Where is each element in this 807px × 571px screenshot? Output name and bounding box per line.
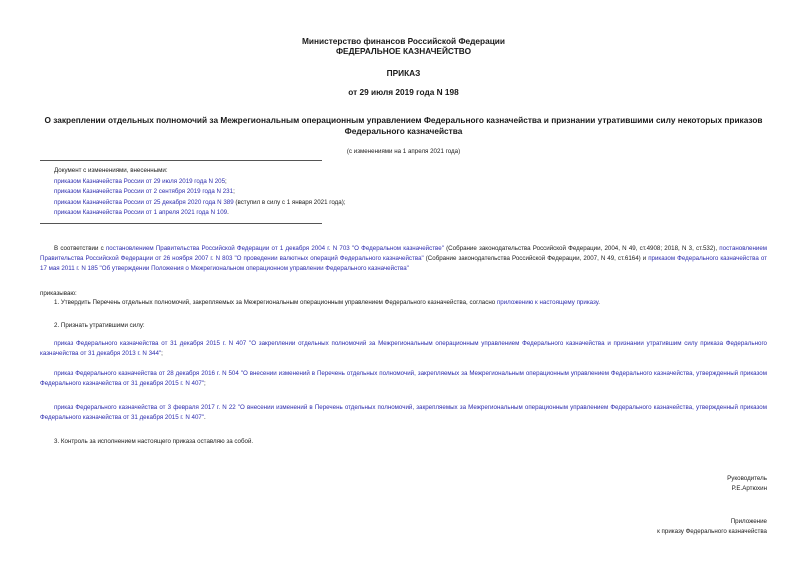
changes-block <box>54 166 346 219</box>
preamble-link-decree-803[interactable]: постановлением Правительства Российской Федерации от 26 ноября 2007 г. N 803 "О проведении валютных операций Федерального казначейства" <box>40 245 768 262</box>
signature-block <box>727 474 767 494</box>
change-item: приказом Казначейства России от 29 июля 2019 года N 205; <box>54 177 227 185</box>
revoked-item: приказ Федерального казначейства от 31 декабря 2015 г. N 407 "О закреплении отдельных полномочий за Межрегиональным операционным управлением Федерального казначейства и признании утратившим силу приказа Федерального казначейства от 31 декабря 2013 г. N 344"; <box>40 340 767 357</box>
edition-note: (с изменениями на 1 апреля 2021 года) <box>346 148 461 155</box>
item-2: 2. Признать утратившими силу: <box>54 322 145 329</box>
agency-name: ФЕДЕРАЛЬНОЕ КАЗНАЧЕЙСТВО <box>335 46 472 56</box>
change-item: приказом Казначейства России от 25 декабря 2020 года N 389 (вступил в силу с 1 января 2021 года); <box>54 198 346 206</box>
change-link[interactable]: приказом Казначейства России от 2 сентября 2019 года N 231 <box>54 188 234 196</box>
preamble-paragraph: В соответствии с постановлением Правительства Российской Федерации от 1 декабря 2004 г. N 703 "О Федеральном казначействе" (Собрание законодательства Российской Федерации, 2004, N 49, ст.4908; 2018, N 3, ст.532), постановлением Правительства Российской Федерации от 26 ноября 2007 г. N 803 "О проведении валютных операций Федерального казначейства" (Собрание законодательства Российской Федерации, 2007, N 49, ст.6164) и приказом Федерального казначейства от 17 мая 2011 г. N 185 "Об утверждении Положения о Межрегиональном операционном управлении Федерального казначейства" <box>40 245 768 272</box>
revoked-link[interactable]: приказ Федерального казначейства от 31 декабря 2015 г. N 407 "О закреплении отдельных полномочий за Межрегиональным операционным управлением Федерального казначейства и признании утратившим силу приказа Федерального казначейства от 31 декабря 2013 г. N 344" <box>40 340 767 357</box>
preamble-link-order-185[interactable]: приказом Федерального казначейства от 17 мая 2011 г. N 185 "Об утверждении Положения о Межрегиональном операционном управлении Федерального казначейства" <box>40 255 767 272</box>
preamble-link-decree-703[interactable]: постановлением Правительства Российской Федерации от 1 декабря 2004 г. N 703 "О Федеральном казначействе" <box>105 245 444 252</box>
changes-top-divider <box>40 160 322 161</box>
appendix-reference: к приказу Федерального казначейства <box>657 528 767 535</box>
signer-position: Руководитель <box>727 475 767 482</box>
appendix-link[interactable]: приложению к настоящему приказу <box>496 299 599 306</box>
ministry-name: Министерство финансов Российской Федерации <box>301 36 506 46</box>
revoked-link[interactable]: приказ Федерального казначейства от 3 февраля 2017 г. N 22 "О внесении изменений в Перечень отдельных полномочий, закрепляемых за Межрегиональным операционным управлением Федерального казначейства, утвержденный приказом Федерального казначейства от 31 декабря 2015 г. N 407" <box>40 404 767 421</box>
change-item: приказом Казначейства России от 2 сентября 2019 года N 231; <box>54 188 235 196</box>
item-3: 3. Контроль за исполнением настоящего приказа оставляю за собой. <box>54 438 254 445</box>
document-title: О закреплении отдельных полномочий за Межрегиональным операционным управлением Федерального казначейства и признании утратившими силу некоторых приказов Федерального казначейства <box>44 115 763 136</box>
revoked-link[interactable]: приказ Федерального казначейства от 28 декабря 2016 г. N 504 "О внесении изменений в Перечень отдельных полномочий, закрепляемых за Межрегиональным операционным управлением Федерального казначейства, утвержденный приказом Федерального казначейства от 31 декабря 2015 г. N 407" <box>40 370 767 387</box>
changes-intro: Документ с изменениями, внесенными: <box>54 167 168 174</box>
change-link[interactable]: приказом Казначейства России от 1 апреля 2021 года N 109 <box>54 209 228 217</box>
change-item: приказом Казначейства России от 1 апреля 2021 года N 109. <box>54 209 229 217</box>
appendix-label: Приложение <box>730 518 767 525</box>
signer-name: Р.Е.Артюхин <box>731 485 767 492</box>
change-link[interactable]: приказом Казначейства России от 25 декабря 2020 года N 389 <box>54 198 234 206</box>
revoked-item: приказ Федерального казначейства от 28 декабря 2016 г. N 504 "О внесении изменений в Перечень отдельных полномочий, закрепляемых за Межрегиональным операционным управлением Федерального казначейства, утвержденный приказом Федерального казначейства от 31 декабря 2015 г. N 407"; <box>40 370 767 387</box>
document-type: ПРИКАЗ <box>386 68 421 78</box>
appendix-heading <box>657 517 767 537</box>
document-date-number: от 29 июля 2019 года N 198 <box>348 87 459 97</box>
change-link[interactable]: приказом Казначейства России от 29 июля 2019 года N 205 <box>54 177 226 185</box>
item-1: 1. Утвердить Перечень отдельных полномочий, закрепляемых за Межрегиональным операционным управлением Федерального казначейства, согласно приложению к настоящему приказу. <box>54 299 601 306</box>
order-word: приказываю: <box>40 290 77 297</box>
revoked-item: приказ Федерального казначейства от 3 февраля 2017 г. N 22 "О внесении изменений в Перечень отдельных полномочий, закрепляемых за Межрегиональным операционным управлением Федерального казначейства, утвержденный приказом Федерального казначейства от 31 декабря 2015 г. N 407". <box>40 404 767 421</box>
changes-bottom-divider <box>40 223 322 224</box>
